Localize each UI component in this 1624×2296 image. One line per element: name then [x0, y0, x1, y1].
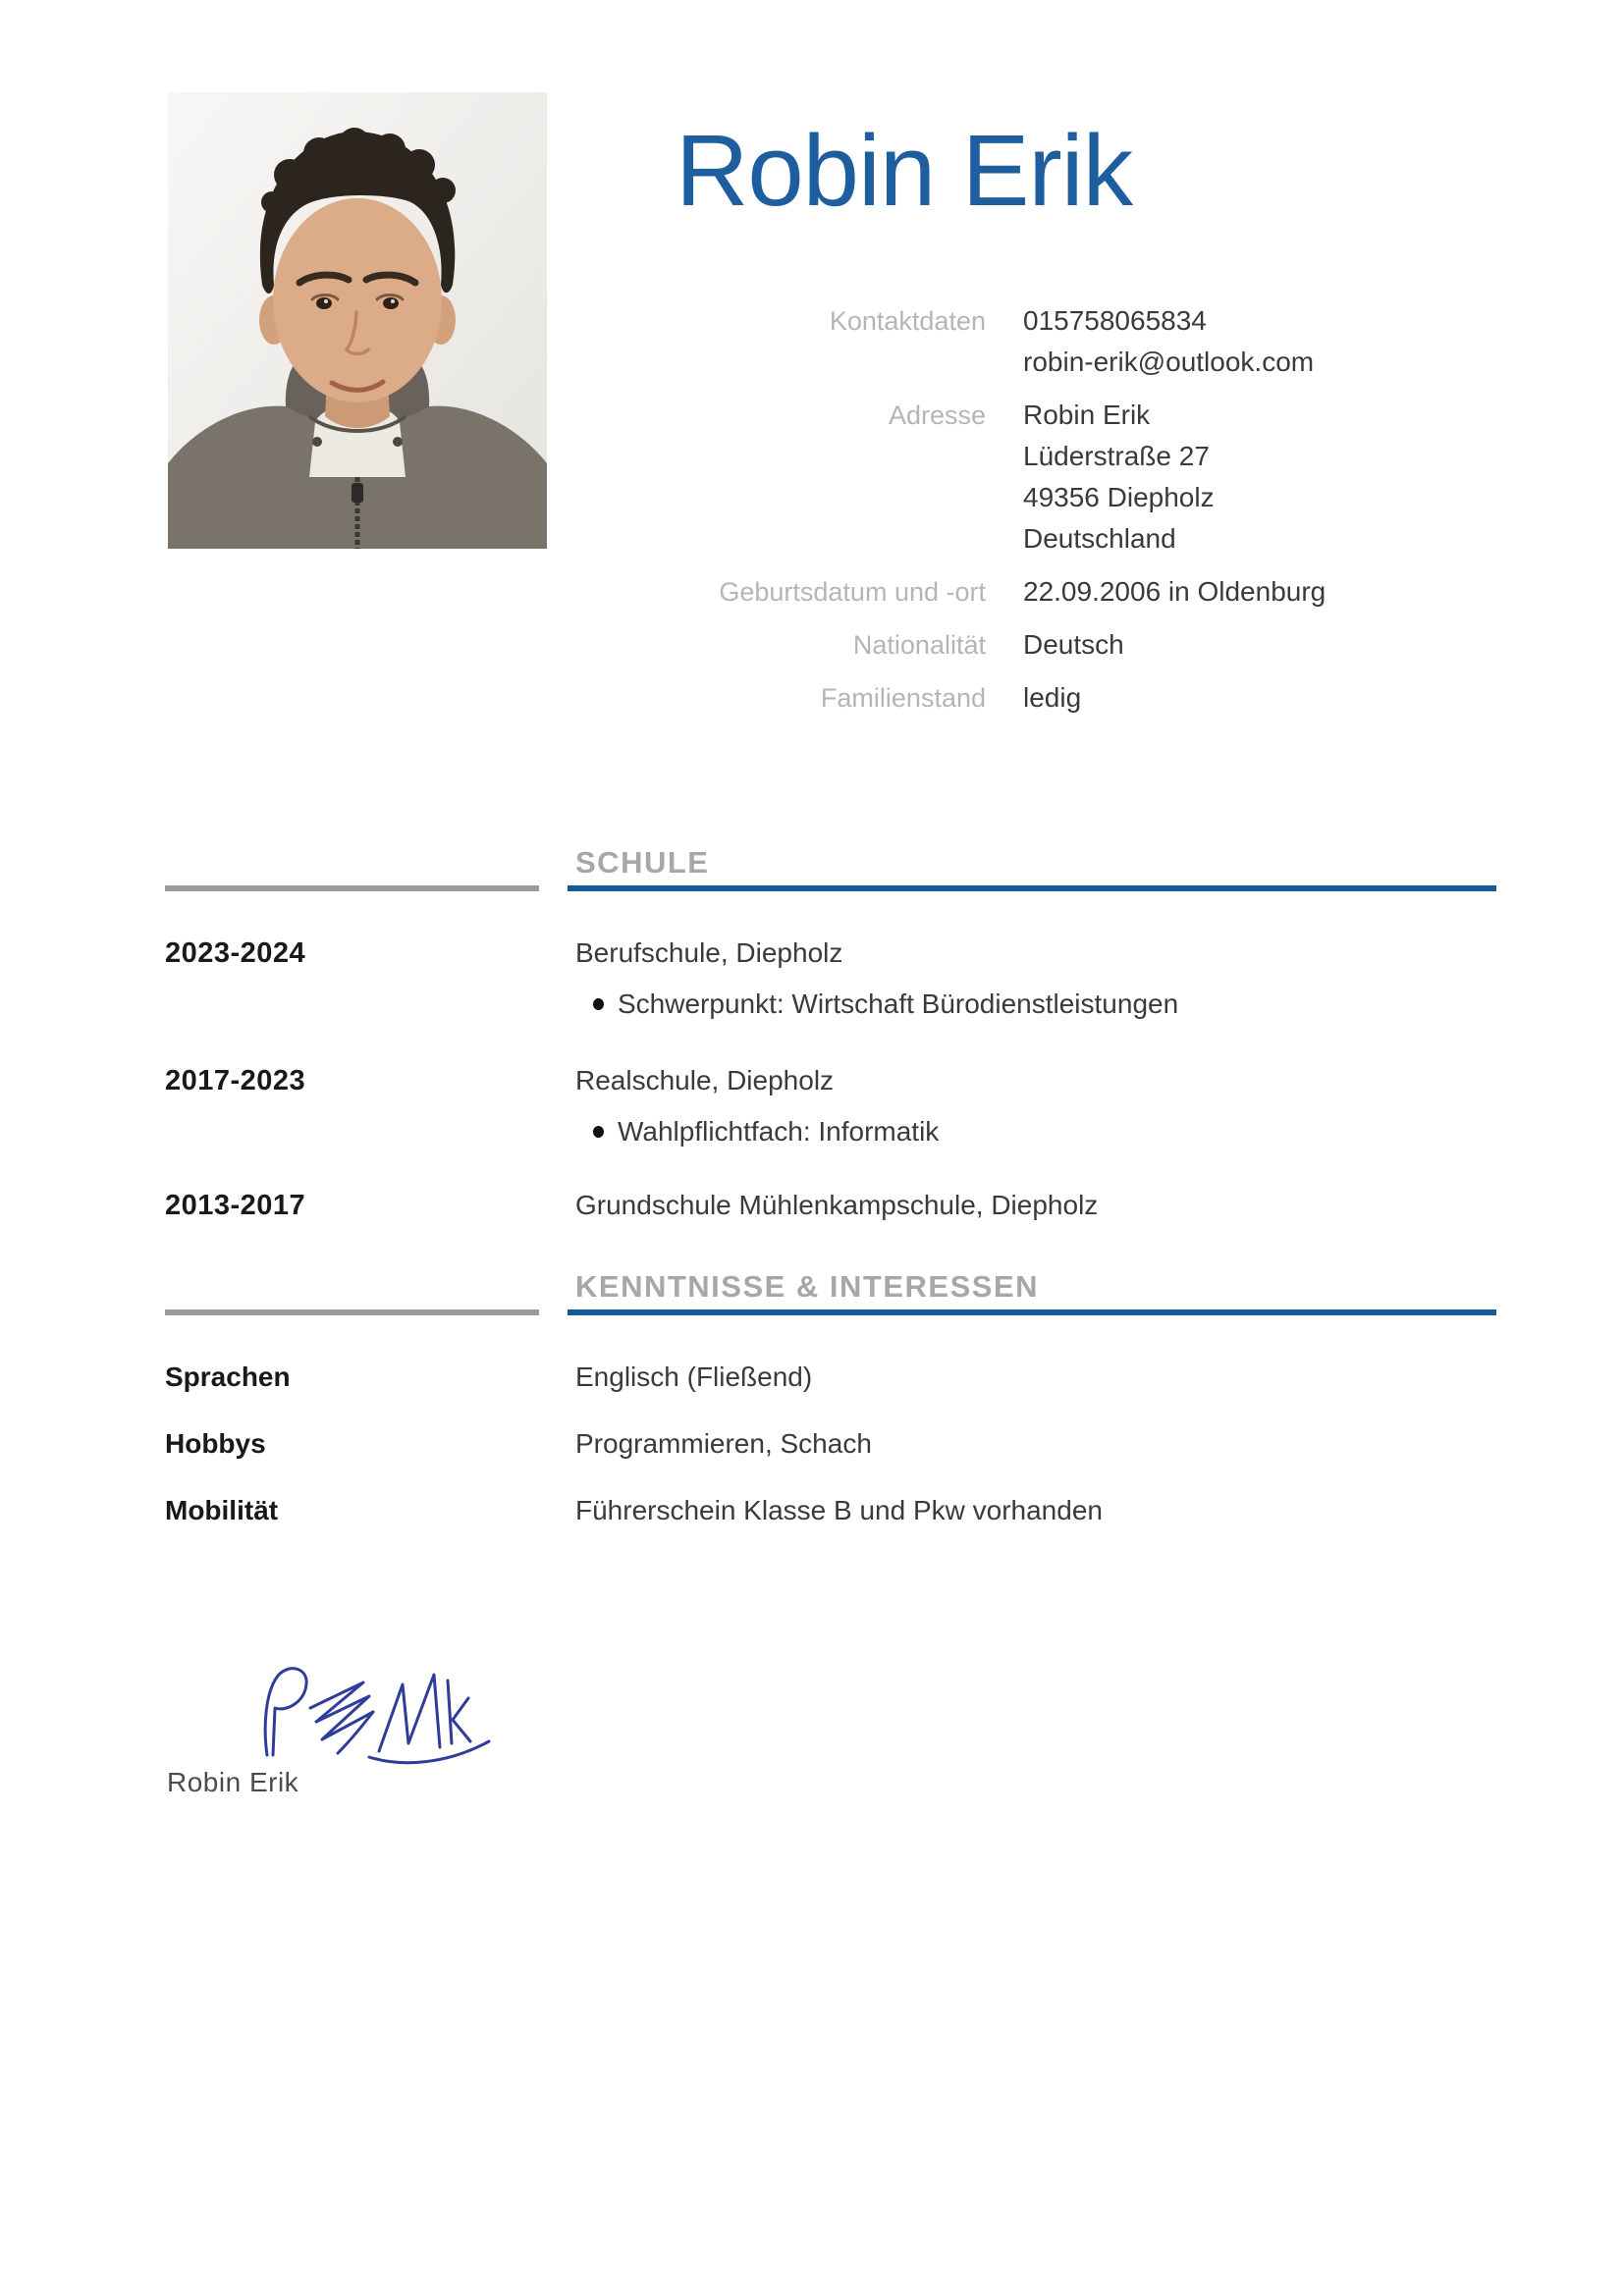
education-entry [575, 934, 1479, 1024]
school-name: Grundschule Mühlenkampschule, Diepholz [575, 1190, 1099, 1220]
education-entry [575, 1186, 1479, 1225]
birth-info: 22.09.2006 in Oldenburg [1023, 576, 1326, 607]
address-line: Lüderstraße 27 [1023, 441, 1210, 471]
section-heading-schule: SCHULE [575, 845, 710, 880]
education-entry [575, 1061, 1479, 1151]
bullet-icon [593, 1126, 604, 1138]
contact-value [1023, 571, 1496, 613]
marital-status: ledig [1023, 682, 1082, 713]
education-period: 2013-2017 [165, 1190, 306, 1221]
contact-label: Geburtsdatum und -ort [719, 577, 986, 607]
address-line: Deutschland [1023, 523, 1176, 554]
skill-value: Programmieren, Schach [575, 1428, 872, 1459]
contact-value [1023, 624, 1496, 666]
phone-number: 015758065834 [1023, 305, 1207, 336]
education-period: 2017-2023 [165, 1065, 306, 1096]
skill-value: Führerschein Klasse B und Pkw vorhanden [575, 1495, 1103, 1525]
education-bullet-row [575, 985, 1479, 1024]
skill-label: Sprachen [165, 1362, 291, 1392]
divider-gray [165, 1309, 539, 1315]
education-period: 2023-2024 [165, 937, 306, 969]
divider-blue [568, 885, 1496, 891]
education-bullet-text: Wahlpflichtfach: Informatik [618, 1116, 940, 1147]
education-bullet-text: Schwerpunkt: Wirtschaft Bürodienstleistungen [618, 988, 1179, 1019]
contact-value [1023, 395, 1496, 560]
skill-value: Englisch (Fließend) [575, 1362, 813, 1392]
education-bullet-row [575, 1112, 1479, 1151]
divider-gray [165, 885, 539, 891]
skill-label: Hobbys [165, 1428, 266, 1459]
email-address: robin-erik@outlook.com [1023, 347, 1315, 377]
bullet-icon [593, 998, 604, 1010]
contact-label: Adresse [888, 400, 986, 430]
signature-name: Robin Erik [167, 1767, 299, 1797]
address-line: 49356 Diepholz [1023, 482, 1215, 512]
nationality: Deutsch [1023, 629, 1124, 660]
divider-blue [568, 1309, 1496, 1315]
contact-label: Familienstand [820, 683, 986, 713]
contact-value [1023, 677, 1496, 719]
section-heading-kenntnisse: KENNTNISSE & INTERESSEN [575, 1269, 1040, 1304]
school-name: Realschule, Diepholz [575, 1065, 835, 1095]
signature-ink-icon [253, 1657, 494, 1770]
contact-section [568, 300, 1496, 719]
contact-label: Kontaktdaten [829, 306, 986, 336]
page-title: Robin Erik [676, 114, 1133, 227]
address-line: Robin Erik [1023, 400, 1151, 430]
contact-label: Nationalität [852, 630, 986, 660]
portrait-photo-icon [168, 92, 547, 549]
contact-value [1023, 300, 1496, 383]
school-name: Berufschule, Diepholz [575, 937, 843, 968]
skill-label: Mobilität [165, 1495, 279, 1525]
